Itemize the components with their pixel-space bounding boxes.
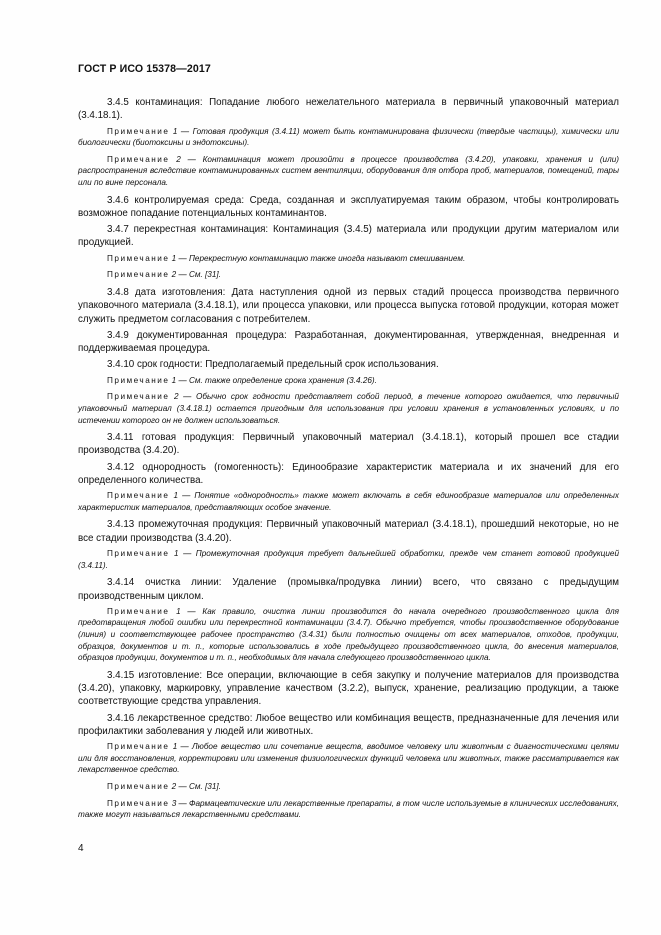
note-text: 1 — См. также определение срока хранения (3.4.26). [171, 375, 377, 385]
note-label: Примечание [107, 491, 170, 501]
note-text: 1 — Любое вещество или сочетание веществ, вводимое человеку или животным с диагностическими целями или для восстановления, корректировки или изменения физиологических функций человека или животных, также рассматривается как лекарственное средство. [78, 742, 619, 775]
page-header: ГОСТ Р ИСО 15378—2017 [78, 63, 211, 75]
note-text: 2 — См. [31]. [171, 782, 221, 792]
note [78, 606, 619, 664]
note-label: Примечание [107, 606, 170, 616]
note [78, 781, 619, 793]
note [78, 798, 619, 821]
note-text: 1 — Готовая продукция (3.4.11) может быть контаминирована физически (твердые частицы), химически или биологически (биотоксины и эндотоксины). [78, 126, 620, 148]
note [78, 375, 619, 387]
note-text: 3 — Фармацевтические или лекарственные препараты, в том числе используемые в клинических исследованиях, также могут называться лекарственными средствами. [78, 798, 619, 820]
term-3-4-8: 3.4.8 дата изготовления: Дата наступления одной из первых стадий процесса производства первичного упаковочного материала (3.4.18.1), или процесса упаковки, или процесса выпуска готовой продукции, которая может служить предметом согласования с потребителем. [78, 286, 619, 325]
note-label: Примечание [107, 154, 170, 164]
note-label: Примечание [107, 126, 170, 136]
note-label: Примечание [107, 742, 170, 752]
note [78, 741, 619, 776]
note-label: Примечание [107, 798, 170, 808]
term-3-4-13: 3.4.13 промежуточная продукция: Первичный упаковочный материал (3.4.18.1), прошедший некоторые, но не все стадии производства (3.4.20). [78, 519, 619, 544]
note-text: 2 — См. [31]. [171, 270, 221, 280]
term-3-4-7: 3.4.7 перекрестная контаминация: Контаминация (3.4.5) материала или продукции другим материалом или продукцией. [78, 224, 619, 249]
note-text: 1 — Как правило, очистка линии производится до начала очередного производственного цикла для предотвращения любой ошибки или перекрестной контаминации (3.4.7). Обычно требуется, чтобы производственное оборудование (линия) и соответствующее рабочее пространство (3.4.31) были полностью очищены от всех материалов, отходов, продукции, образцов, документов и т. п., которые использовались в ходе предыдущего производственного цикла, до внесения материалов, образцов продукции, документов и т. п., необходимых для начала следующего производственного цикла. [78, 606, 619, 663]
page-number: 4 [78, 843, 84, 854]
term-3-4-11: 3.4.11 готовая продукция: Первичный упаковочный материал (3.4.18.1), который прошел все стадии производства (3.4.20). [78, 432, 619, 457]
term-3-4-15: 3.4.15 изготовление: Все операции, включающие в себя закупку и получение материалов для производства (3.4.20), упаковку, маркировку, управление качеством (3.2.2), выпуск, хранение, реализацию продукции, а также соответствующие средства управления. [78, 669, 619, 708]
note-label: Примечание [107, 782, 170, 792]
note-text: 1 — Перекрестную контаминацию также иногда называют смешиванием. [171, 253, 466, 263]
note-label: Примечание [107, 549, 170, 559]
term-3-4-6: 3.4.6 контролируемая среда: Среда, созданная и эксплуатируемая таким образом, чтобы контролировать возможное попадание потенциальных контаминантов. [78, 194, 619, 219]
note-label: Примечание [107, 270, 170, 280]
note [78, 391, 619, 426]
term-3-4-16: 3.4.16 лекарственное средство: Любое вещество или комбинация веществ, предназначенные для лечения или профилактики заболевания у людей или животных. [78, 712, 619, 737]
note-text: 2 — Контаминация может произойти в процессе производства (3.4.20), упаковки, хранения и (или) распространения вследствие контаминированных систем вентиляции, оборудования для отбора проб, материалов, помещений, тары или по вине персонала. [78, 154, 619, 187]
term-3-4-14: 3.4.14 очистка линии: Удаление (промывка/продувка линии) всего, что связано с предыдущим производственным циклом. [78, 577, 619, 602]
document-body [78, 96, 619, 826]
note-text: 1 — Промежуточная продукция требует дальнейшей обработки, прежде чем станет готовой продукцией (3.4.11). [78, 549, 619, 570]
term-3-4-10: 3.4.10 срок годности: Предполагаемый предельный срок использования. [107, 359, 439, 371]
note-text: 1 — Понятие «однородность» также может включать в себя единообразие материалов или определенных характеристик материалов, представляющих особое значение. [78, 491, 619, 512]
note-text: 2 — Обычно срок годности представляет собой период, в течение которого ожидается, что первичный упаковочный материал (3.4.18.1) остается пригодным для использования при условии хранения в установленных условиях, и по истечении которого он не должен использоваться. [78, 392, 619, 425]
note [78, 490, 619, 513]
note [78, 269, 619, 281]
term-3-4-9: 3.4.9 документированная процедура: Разработанная, документированная, утвержденная, внедренная и поддерживаемая процедура. [78, 329, 619, 355]
note [78, 126, 619, 149]
term-3-4-12: 3.4.12 однородность (гомогенность): Единообразие характеристик материала и их значений для его определенного количества. [78, 461, 619, 486]
note-label: Примечание [107, 253, 170, 263]
note [78, 548, 619, 571]
note [78, 154, 619, 189]
note-label: Примечание [107, 375, 170, 385]
note-label: Примечание [107, 392, 170, 402]
term-3-4-5: 3.4.5 контаминация: Попадание любого нежелательного материала в первичный упаковочный материал (3.4.18.1). [78, 97, 619, 122]
note [78, 253, 619, 265]
